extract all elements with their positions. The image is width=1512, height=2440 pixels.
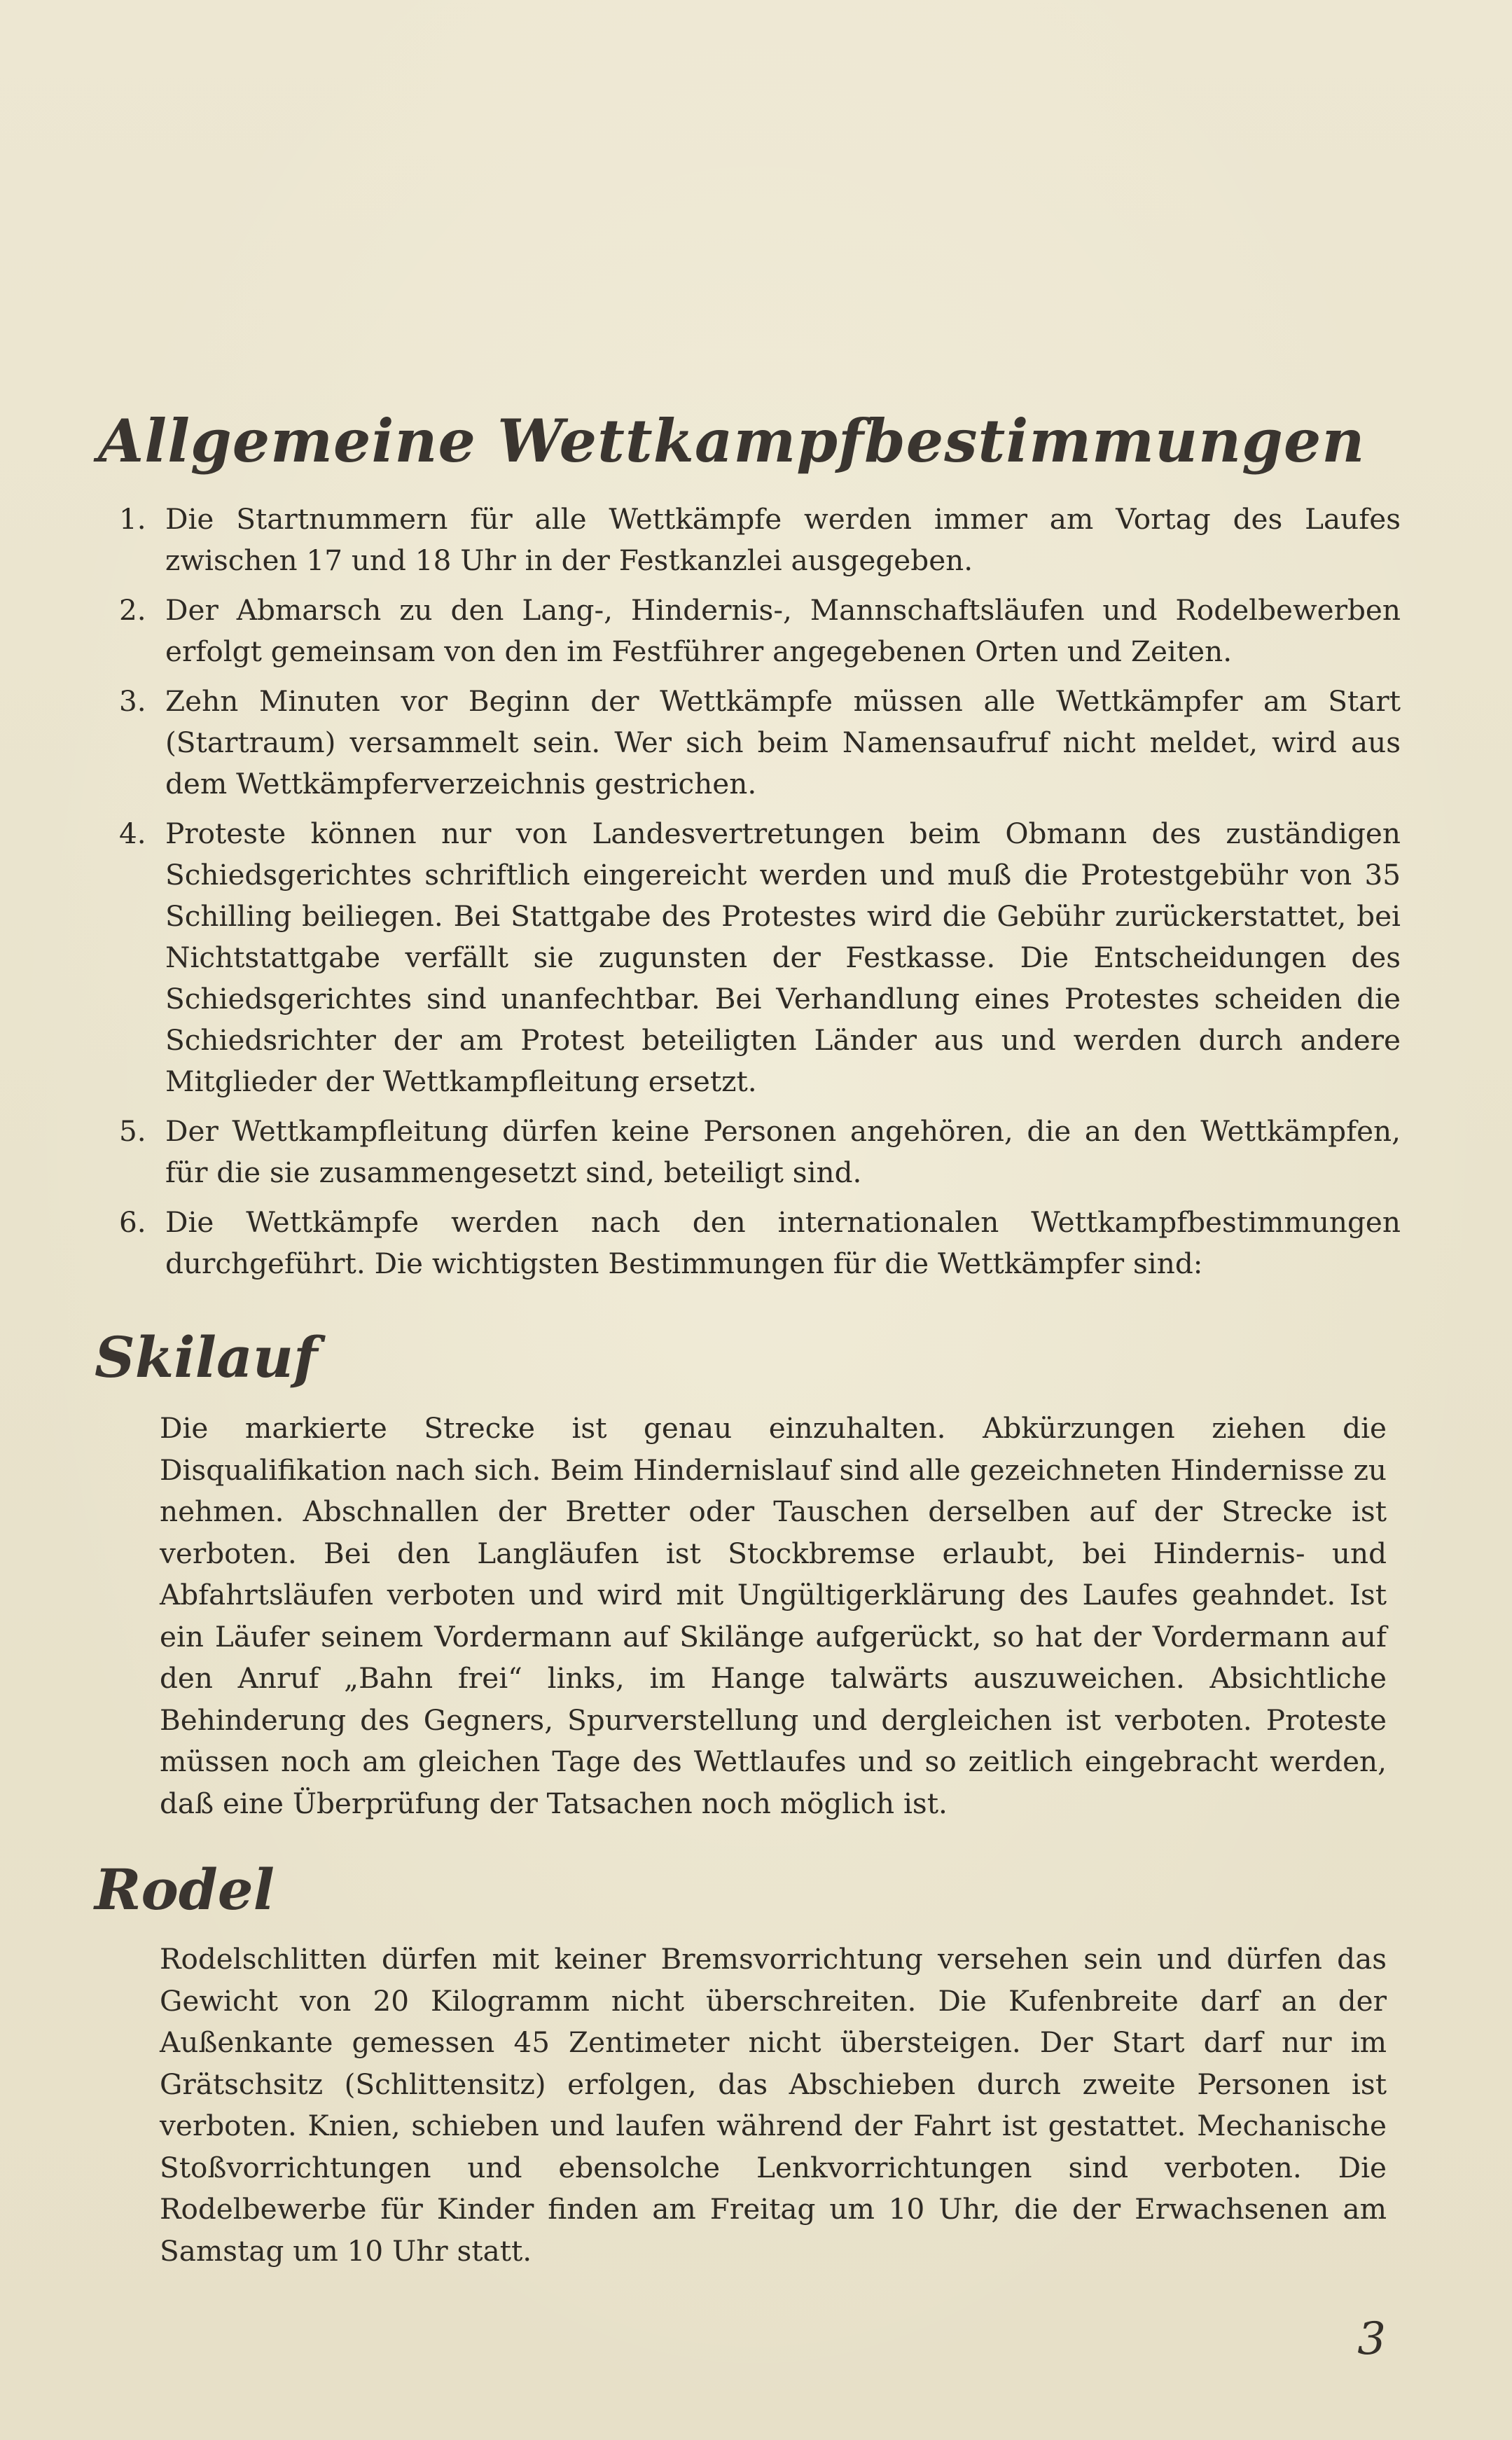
rule-item (119, 1202, 1401, 1284)
skilauf-heading: Skilauf (95, 1324, 318, 1390)
rule-text: Die Startnummern für alle Wettkämpfe werden immer am Vortag des Laufes zwischen 17 und 18 Uhr in der Festkanzlei ausgegeben. (165, 502, 1401, 577)
rule-number: 1. (119, 502, 146, 536)
rodel-heading: Rodel (95, 1857, 275, 1922)
rule-item (119, 813, 1401, 1102)
rule-number: 5. (119, 1114, 146, 1148)
rule-number: 3. (119, 684, 146, 718)
page-title: Allgemeine Wettkampfbestimmungen (98, 406, 1366, 476)
rule-text: Proteste können nur von Landesvertretungen beim Obmann des zuständigen Schiedsgerichtes schriftlich eingereicht werden und muß die Protestgebühr von 35 Schilling beiliegen. Bei Stattgabe des Protestes wird die Gebühr zurückerstattet, bei Nichtstattgabe verfällt sie zugunsten der Festkasse. Die Entscheidungen des Schiedsgerichtes sind unanfechtbar. Bei Verhandlung eines Protestes scheiden die Schiedsrichter der am Protest beteiligten Länder aus und werden durch andere Mitglieder der Wettkampfleitung ersetzt. (165, 817, 1401, 1098)
rule-item (119, 1111, 1401, 1193)
rule-text: Zehn Minuten vor Beginn der Wettkämpfe müssen alle Wettkämpfer am Start (Startraum) versammelt sein. Wer sich beim Namensaufruf nicht meldet, wird aus dem Wettkämpferverzeichnis gestrichen. (165, 684, 1401, 800)
rule-item (119, 590, 1401, 672)
rule-text: Der Abmarsch zu den Lang-, Hindernis-, Mannschaftsläufen und Rodelbewerben erfolgt gemeinsam von den im Festführer angegebenen Orten und Zeiten. (165, 593, 1401, 668)
rule-number: 6. (119, 1205, 146, 1239)
rule-number: 4. (119, 817, 146, 850)
page-number: 3 (1357, 2313, 1386, 2365)
rule-text: Der Wettkampfleitung dürfen keine Personen angehören, die an den Wettkämpfen, für die sie zusammengesetzt sind, beteiligt sind. (165, 1114, 1401, 1189)
rule-item (119, 499, 1401, 581)
rule-number: 2. (119, 593, 146, 627)
rules-list (119, 499, 1401, 1293)
rule-item (119, 681, 1401, 805)
rule-text: Die Wettkämpfe werden nach den internationalen Wettkampfbestimmungen durchgeführt. Die wichtigsten Bestimmungen für die Wettkämpfer sind: (165, 1205, 1401, 1280)
skilauf-text: Die markierte Strecke ist genau einzuhalten. Abkürzungen ziehen die Disqualifikation nach sich. Beim Hindernislauf sind alle gezeichneten Hindernisse zu nehmen. Abschnallen der Bretter oder Tauschen derselben auf der Strecke ist verboten. Bei den Langläufen ist Stockbremse erlaubt, bei Hindernis- und Abfahrtsläufen verboten und wird mit Ungültigerklärung des Laufes geahndet. Ist ein Läufer seinem Vordermann auf Skilänge aufgerückt, so hat der Vordermann auf den Anruf „Bahn frei“ links, im Hange talwärts auszuweichen. Absichtliche Behinderung des Gegners, Spurverstellung und dergleichen ist verboten. Proteste müssen noch am gleichen Tage des Wettlaufes und so zeitlich eingebracht werden, daß eine Überprüfung der Tatsachen noch möglich ist. (160, 1411, 1387, 1820)
rodel-text: Rodelschlitten dürfen mit keiner Bremsvorrichtung versehen sein und dürfen das Gewicht von 20 Kilogramm nicht überschreiten. Die Kufenbreite darf an der Außenkante gemessen 45 Zentimeter nicht übersteigen. Der Start darf nur im Grätschsitz (Schlittensitz) erfolgen, das Abschieben durch zweite Personen ist verboten. Knien, schieben und laufen während der Fahrt ist gestattet. Mechanische Stoßvorrichtungen und ebensolche Lenkvorrichtungen sind verboten. Die Rodelbewerbe für Kinder finden am Freitag um 10 Uhr, die der Erwachsenen am Samstag um 10 Uhr statt. (160, 1942, 1387, 2268)
